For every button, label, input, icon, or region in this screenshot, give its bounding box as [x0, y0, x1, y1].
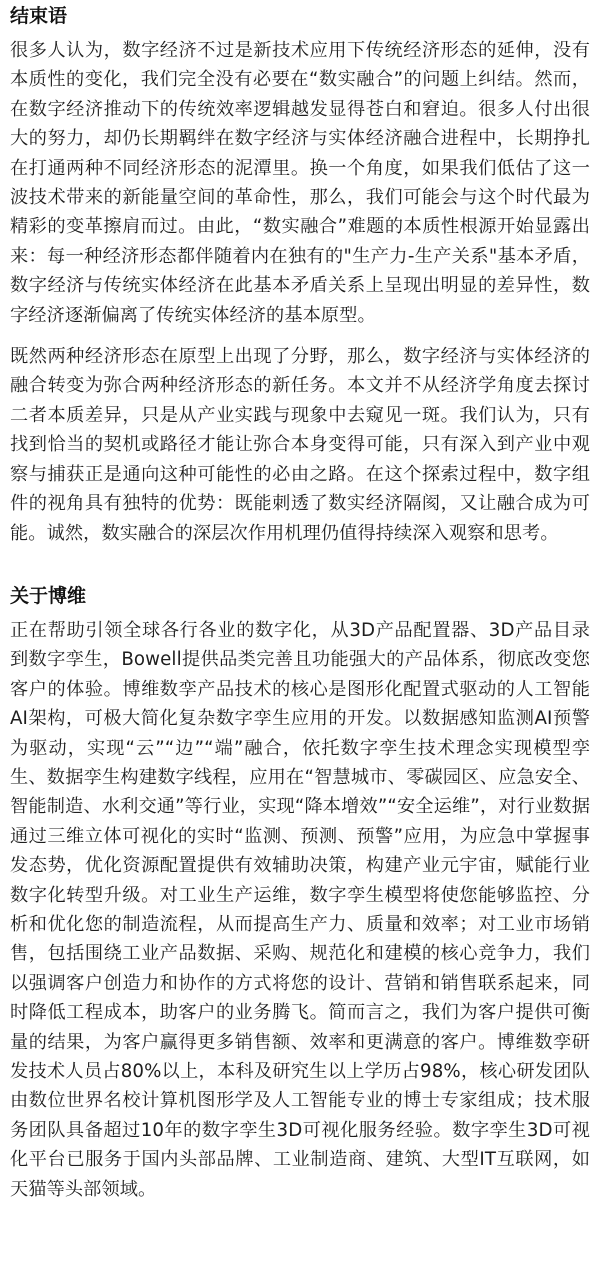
section-conclusion: [10, 2, 590, 548]
paragraph: 很多人认为，数字经济不过是新技术应用下传统经济形态的延伸，没有本质性的变化，我们完全没有必要在“数实融合”的问题上纠结。然而，在数字经济推动下的传统效率逻辑越发显得苍白和窘迫。很多人付出很大的努力，却仍长期羁绊在数字经济与实体经济融合进程中，长期挣扎在打通两种不同经济形态的泥潭里。换一个角度，如果我们低估了这一波技术带来的新能量空间的革命性，那么，我们可能会与这个时代最为精彩的变革擦肩而过。由此，“数实融合”难题的本质性根源开始显露出来：每一种经济形态都伴随着内在独有的"生产力-生产关系"基本矛盾，数字经济与传统实体经济在此基本矛盾关系上呈现出明显的差异性，数字经济逐渐偏离了传统实体经济的基本原型。: [10, 40, 590, 326]
paragraph: 正在帮助引领全球各行各业的数字化，从3D产品配置器、3D产品目录到数字孪生，Bowell提供品类完善且功能强大的产品体系，彻底改变您客户的体验。博维数孪产品技术的核心是图形化配置式驱动的人工智能AI架构，可极大简化复杂数字孪生应用的开发。以数据感知监测AI预警为驱动，实现“云”“边”“端”融合，依托数字孪生技术理念实现模型孪生、数据孪生构建数字线程，应用在“智慧城市、零碳园区、应急安全、智能制造、水利交通”等行业，实现“降本增效”“安全运维”，对行业数据通过三维立体可视化的实时“监测、预测、预警”应用，为应急中掌握事发态势，优化资源配置提供有效辅助决策，构建产业元宇宙，赋能行业数字化转型升级。对工业生产运维，数字孪生模型将使您能够监控、分析和优化您的制造流程，从而提高生产力、质量和效率；对工业市场销售，包括围绕工业产品数据、采购、规范化和建模的核心竞争力，我们以强调客户创造力和协作的方式将您的设计、营销和销售联系起来，同时降低工程成本，助客户的业务腾飞。简而言之，我们为客户提供可衡量的结果，为客户赢得更多销售额、效率和更满意的客户。博维数孪研发技术人员占80%以上，本科及研究生以上学历占98%，核心研发团队由数位世界名校计算机图形学及人工智能专业的博士专家组成；技术服务团队具备超过10年的数字孪生3D可视化服务经验。数字孪生3D可视化平台已服务于国内头部品牌、工业制造商、建筑、大型IT互联网，如天猫等头部领域。: [10, 619, 590, 1200]
article-body: [10, 0, 590, 1204]
paragraph: 既然两种经济形态在原型上出现了分野，那么，数字经济与实体经济的融合转变为弥合两种经济形态的新任务。本文并不从经济学角度去探讨二者本质差异，只是从产业实践与现象中去窥见一斑。我们认为，只有找到恰当的契机或路径才能让弥合本身变得可能，只有深入到产业中观察与捕获正是通向这种可能性的必由之路。在这个探索过程中，数字组件的视角具有独特的优势：既能刺透了数实经济隔阂，又让融合成为可能。诚然，数实融合的深层次作用机理仍值得持续深入观察和思考。: [10, 346, 590, 544]
section-about: [10, 582, 590, 1204]
section-heading: 结束语: [10, 5, 68, 27]
section-heading: 关于博维: [10, 584, 87, 607]
section-divider-space: [10, 548, 590, 580]
